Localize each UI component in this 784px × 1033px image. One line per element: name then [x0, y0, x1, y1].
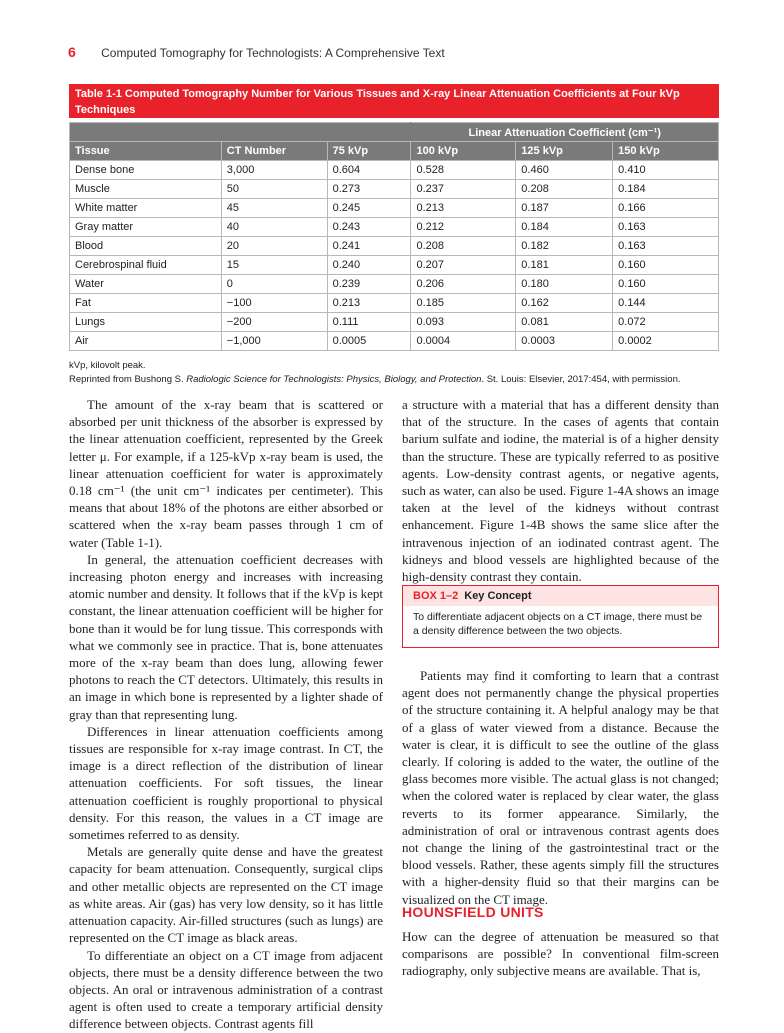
table-cell: 0.243 — [327, 218, 411, 237]
table-cell: 0.072 — [613, 313, 719, 332]
paragraph: How can the degree of attenuation be measured so that comparisons are possible? In conventional film-screen radiography, only subjective means are available. That is, — [402, 929, 719, 979]
paragraph: In general, the attenuation coefficient decreases with increasing photon energy and increases with increasing atomic number and density. It follows that if the kVp is kept constant, the linear attenuation coefficient will be higher for bone than it would be for lung tissue. This corresponds with what we commonly see in practice. That is, bone attenuates more of the x-ray beam than does lung, allowing fewer photons to reach the CT detectors. Ultimately, this results in an image in which bone is represented by a lighter shade of gray than that representing lung. — [69, 551, 383, 722]
table-cell: 3,000 — [221, 161, 327, 180]
table-caption: Table 1-1 Computed Tomography Number for Various Tissues and X-ray Linear Attenuation Coefficients at Four kVp Techniques — [69, 84, 719, 118]
table-cell: 0.180 — [516, 275, 613, 294]
table-cell: 0.184 — [516, 218, 613, 237]
table-cell: Water — [70, 275, 222, 294]
table-cell: 15 — [221, 256, 327, 275]
table-cell: 0 — [221, 275, 327, 294]
table-cell: 0.185 — [411, 294, 516, 313]
table-cell: 0.187 — [516, 199, 613, 218]
table-cell: −100 — [221, 294, 327, 313]
table-row — [70, 218, 719, 237]
paragraph: a structure with a material that has a different density than that of the structure. In the cases of agents that contain barium sulfate and iodine, the material is of a higher density than the structure. These are typically referred to as positive agents. Low-density contrast agents, or negative agents, such as water, can also be used. Figure 1-4A shows an image taken at the level of the kidneys without contrast enhancement. Figure 1-4B shows the same slice after the intravenous injection of an iodinated contrast agent. The kidneys and blood vessels are highlighted because of the high-density contrast they contain. — [402, 397, 719, 585]
column-header: 75 kVp — [327, 142, 411, 161]
key-concept-box — [402, 585, 719, 648]
table-cell: Lungs — [70, 313, 222, 332]
paragraph: The amount of the x-ray beam that is scattered or absorbed per unit thickness of the absorber is expressed by the linear attenuation coefficient, represented by the Greek letter μ. For example, if a 125-kVp x-ray beam is used, the linear attenuation coefficient for water is approximately 0.18 cm⁻¹ (the unit cm⁻¹ indicates per centimeter). This means that about 18% of the photons are either absorbed or scattered when the x-ray beam passes through 1 cm of water (Table 1-1). — [69, 397, 383, 550]
table-cell: 0.182 — [516, 237, 613, 256]
table-cell: Dense bone — [70, 161, 222, 180]
table-cell: Cerebrospinal fluid — [70, 256, 222, 275]
table-cell: 0.273 — [327, 180, 411, 199]
table-cell: 0.237 — [411, 180, 516, 199]
page-number: 6 — [68, 44, 76, 60]
right-column-top — [402, 396, 719, 585]
table-cell: 0.240 — [327, 256, 411, 275]
box-title: BOX 1–2 Key Concept — [403, 586, 718, 606]
table-cell: 0.181 — [516, 256, 613, 275]
paragraph: To differentiate an object on a CT image from adjacent objects, there must be a density difference between the two objects. An oral or intravenous administration of a contrast agent is often used to create a temporary artificial density difference between objects. Contrast agents fill — [69, 947, 383, 1032]
table-cell: 0.213 — [327, 294, 411, 313]
group-header-spacer — [70, 123, 411, 142]
group-header: Linear Attenuation Coefficient (cm⁻¹) — [411, 123, 719, 142]
table-row — [70, 199, 719, 218]
table-cell: 0.241 — [327, 237, 411, 256]
table-row — [70, 332, 719, 351]
column-header: 150 kVp — [613, 142, 719, 161]
table-cell: 0.245 — [327, 199, 411, 218]
table-cell: 20 — [221, 237, 327, 256]
table-row — [70, 313, 719, 332]
column-header: 125 kVp — [516, 142, 613, 161]
table-footnote-source: Reprinted from Bushong S. Radiologic Science for Technologists: Physics, Biology, and Protection. St. Louis: Elsevier, 2017:454, with permission. — [69, 374, 681, 385]
table-cell: Gray matter — [70, 218, 222, 237]
table-cell: 0.0005 — [327, 332, 411, 351]
table-cell: 0.213 — [411, 199, 516, 218]
table-cell: 0.410 — [613, 161, 719, 180]
table-cell: 0.206 — [411, 275, 516, 294]
table-cell: 45 — [221, 199, 327, 218]
table-cell: 0.460 — [516, 161, 613, 180]
table-cell: 0.212 — [411, 218, 516, 237]
table-cell: 0.111 — [327, 313, 411, 332]
table-row — [70, 237, 719, 256]
table-cell: White matter — [70, 199, 222, 218]
table-cell: 0.0004 — [411, 332, 516, 351]
right-column-mid — [402, 667, 719, 908]
table-row — [70, 294, 719, 313]
table-cell: Muscle — [70, 180, 222, 199]
table-cell: 0.081 — [516, 313, 613, 332]
table-footnote-abbrev: kVp, kilovolt peak. — [69, 360, 146, 371]
table-cell: 0.166 — [613, 199, 719, 218]
table-cell: 0.239 — [327, 275, 411, 294]
table-cell: 0.0002 — [613, 332, 719, 351]
table-cell: 0.208 — [411, 237, 516, 256]
left-column — [69, 396, 383, 1033]
table-cell: 50 — [221, 180, 327, 199]
table-row — [70, 275, 719, 294]
column-header: CT Number — [221, 142, 327, 161]
box-text: To differentiate adjacent objects on a CT image, there must be a density difference between the two objects. — [413, 611, 703, 637]
section-heading: HOUNSFIELD UNITS — [402, 904, 544, 920]
table-cell: 0.144 — [613, 294, 719, 313]
running-header — [68, 44, 445, 60]
paragraph: Patients may find it comforting to learn that a contrast agent does not permanently change the physical properties of the structure containing it. A helpful analogy may be that of a glass of water viewed from a distance. Because the water is clear, it is difficult to see the outline of the glass clearly. If coloring is added to the water, the outline of the glass becomes more visible. The actual glass is not changed; when the colored water is replaced by clear water, the glass reverts to its former appearance. Similarly, the administration of oral or intravenous contrast agents does not change the lining of the gastrointestinal tract or the blood vessels. Rather, these agents simply fill the structures with a higher-density fluid so that their margins can be visualized on the CT image. — [402, 668, 719, 907]
running-title: Computed Tomography for Technologists: A Comprehensive Text — [101, 46, 445, 60]
column-header: Tissue — [70, 142, 222, 161]
table-cell: 0.184 — [613, 180, 719, 199]
table-cell: −200 — [221, 313, 327, 332]
table-row — [70, 161, 719, 180]
table-cell: −1,000 — [221, 332, 327, 351]
table-cell: 0.163 — [613, 237, 719, 256]
table-cell: 0.604 — [327, 161, 411, 180]
table-row — [70, 256, 719, 275]
paragraph: Metals are generally quite dense and have the greatest capacity for beam attenuation. Consequently, surgical clips and other metallic objects are represented on the CT image as white areas. Air (gas) has very low density, so it has little attenuation capacity. Air-filled structures (such as lungs) are represented on the CT image as black areas. — [69, 844, 383, 946]
table-cell: 0.160 — [613, 256, 719, 275]
table-row — [70, 180, 719, 199]
table-cell: Blood — [70, 237, 222, 256]
table-cell: 0.163 — [613, 218, 719, 237]
table-cell: Air — [70, 332, 222, 351]
table-cell: Fat — [70, 294, 222, 313]
table-cell: 0.0003 — [516, 332, 613, 351]
table-cell: 0.207 — [411, 256, 516, 275]
paragraph: Differences in linear attenuation coefficients among tissues are responsible for x-ray image contrast. In CT, the image is a direct reflection of the distribution of linear attenuation coefficients. For soft tissues, the linear attenuation coefficient is roughly proportional to physical density. For this reason, the values in a CT image are sometimes referred to as density. — [69, 723, 383, 843]
table-cell: 40 — [221, 218, 327, 237]
table-cell: 0.208 — [516, 180, 613, 199]
column-header: 100 kVp — [411, 142, 516, 161]
table-cell: 0.093 — [411, 313, 516, 332]
right-column-bottom — [402, 928, 719, 980]
table-cell: 0.162 — [516, 294, 613, 313]
table-cell: 0.160 — [613, 275, 719, 294]
table-cell: 0.528 — [411, 161, 516, 180]
data-table — [69, 122, 719, 351]
